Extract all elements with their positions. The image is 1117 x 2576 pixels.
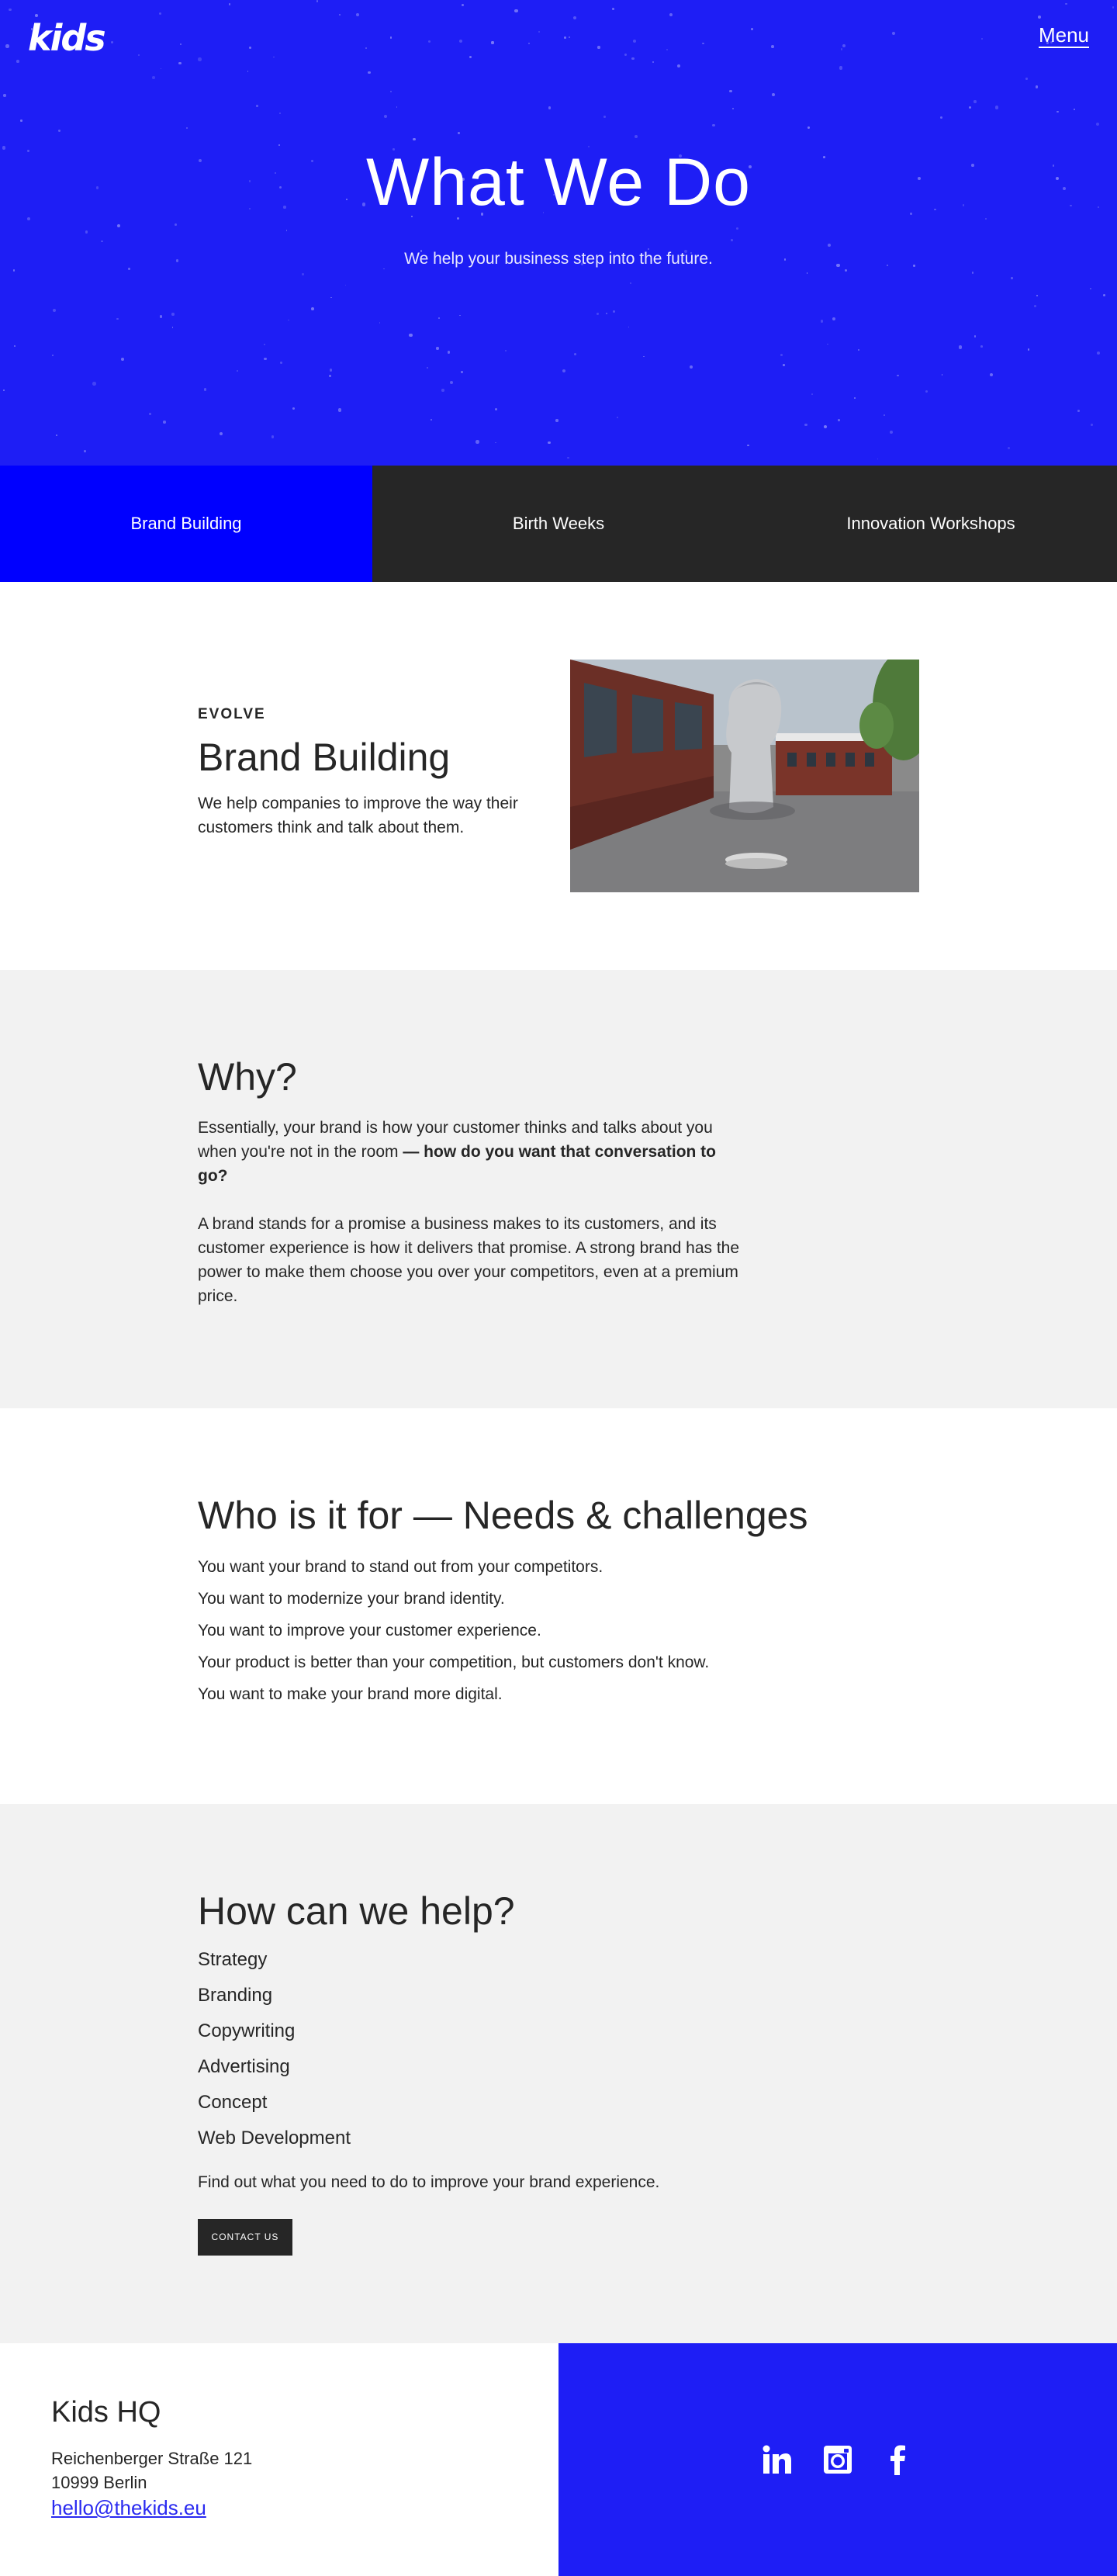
why-heading: Why? [198,1055,297,1099]
star-dot [562,369,565,372]
star-dot [186,127,188,129]
star-dot [538,31,540,33]
intro-section [0,582,1117,970]
star-dot [643,356,645,358]
star-dot [175,223,177,226]
star-dot [476,440,479,443]
who-heading: Who is it for — Needs & challenges [198,1494,808,1537]
star-dot [52,355,54,356]
star-dot [117,224,120,227]
star-dot [631,57,634,60]
star-dot [264,358,266,360]
list-item: Your product is better than your competition, but customers don't know. [198,1653,710,1671]
star-dot [428,40,431,43]
star-dot [316,0,319,2]
footer-address [51,2396,252,2520]
star-dot [53,309,56,312]
why-paragraph-2: A brand stands for a promise a business makes to its customers, and its customer experience is how it delivers that promise. A strong brand has the power to make them choose you over your competitors, even at a premium price. [198,1215,740,1305]
star-dot [1112,6,1114,8]
star-dot [3,94,6,97]
star-dot [56,435,57,436]
star-dot [712,124,715,127]
star-dot [736,227,738,230]
footer [0,2343,1117,2576]
who-content [198,1492,896,1710]
star-dot [9,9,11,11]
intro-heading: Brand Building [198,736,451,779]
why-paragraph-1-text: Essentially, your brand is how your customer thinks and talks about you when you're not in the room [198,1119,713,1161]
star-dot [427,367,428,369]
email-link[interactable]: hello@thekids.eu [51,2496,206,2519]
intro-eyebrow: EVOLVE [198,706,266,722]
star-dot [974,335,977,338]
star-dot [877,459,879,460]
star-dot [1097,351,1100,355]
star-dot [1091,424,1093,426]
star-dot [229,3,230,5]
star-dot [972,272,974,274]
star-dot [828,244,831,247]
star-dot [780,354,783,356]
hero-subtitle: We help your business step into the future. [404,250,713,268]
list-item: You want to improve your customer experience. [198,1622,541,1639]
star-dot [897,375,898,376]
star-dot [824,425,827,428]
star-dot [567,457,569,459]
star-dot [613,310,615,313]
star-dot [603,116,606,118]
why-paragraph-1-emphasis: — how do you want that conversation to go? [198,1143,717,1185]
star-dot [16,60,19,63]
address-city: 10999 Berlin [51,2473,147,2492]
list-item: Strategy [198,1949,268,1970]
star-dot [942,374,943,376]
star-dot [1077,410,1080,412]
star-dot [13,269,16,272]
star-dot [161,68,162,70]
star-dot [237,370,238,372]
statue-courtyard-image [570,660,919,892]
star-dot [92,382,95,385]
star-dot [279,113,282,115]
star-dot [564,36,566,39]
page-title: What We Do [366,145,751,220]
list-item: Advertising [198,2056,290,2077]
star-dot [441,389,444,391]
star-dot [652,61,654,63]
star-dot [635,135,638,138]
star-dot [438,317,440,319]
hero-section [0,0,1117,466]
service-tabs [0,466,1117,582]
star-dot [573,16,576,19]
star-dot [729,90,731,92]
star-dot [940,116,942,119]
star-dot [273,57,275,58]
footer-address-panel [0,2343,558,2576]
star-dot [111,41,113,43]
star-dot [751,28,754,31]
list-item: You want to make your brand more digital. [198,1685,503,1703]
star-dot [597,46,600,49]
social-links-panel [558,2343,1117,2576]
linkedin-icon[interactable] [762,2444,793,2475]
list-item: Web Development [198,2128,351,2148]
star-dot [138,54,140,56]
star-dot [84,450,86,452]
star-dot [14,345,16,347]
star-dot [149,413,151,415]
star-dot [345,285,347,286]
tab-birth-weeks[interactable]: Birth Weeks [372,466,745,582]
star-dot [505,350,507,351]
star-dot [925,390,928,393]
star-dot [1056,111,1058,113]
star-dot [1096,123,1099,126]
star-dot [838,419,840,421]
star-dot [690,365,693,369]
star-dot [574,353,576,355]
star-dot [832,317,835,320]
star-dot [1090,288,1091,289]
star-dot [548,441,551,445]
star-dot [436,347,438,349]
star-dot [163,421,165,423]
star-dot [702,43,704,45]
intro-text [198,706,555,840]
star-dot [1065,3,1067,5]
contact-us-button[interactable]: CONTACT US [198,2219,292,2256]
needs-list [198,1551,896,1710]
star-dot [302,273,304,275]
star-dot [981,38,983,40]
star-dot [116,318,119,320]
star-dot [330,369,333,372]
list-item: You want to modernize your brand identity. [198,1590,505,1608]
star-dot [338,408,341,411]
star-dot [1036,295,1038,296]
star-dot [555,419,558,421]
star-dot [384,115,387,118]
star-dot [973,100,976,102]
star-dot [121,358,124,361]
star-dot [1038,16,1041,19]
star-dot [159,12,161,15]
star-dot [450,381,453,384]
star-dot [827,344,828,345]
star-dot [669,13,673,16]
help-section [0,1804,1117,2343]
star-dot [178,62,182,65]
star-dot [286,230,288,231]
star-dot [841,48,842,50]
star-dot [152,76,155,79]
star-dot [633,40,636,43]
star-dot [731,239,733,241]
star-dot [990,373,993,376]
star-dot [811,393,813,395]
star-dot [491,41,493,43]
star-dot [180,43,182,45]
help-content [198,1888,896,2256]
star-dot [807,272,808,274]
star-dot [892,32,895,35]
footer-title: Kids HQ [51,2396,161,2429]
star-dot [58,130,61,132]
star-dot [569,36,570,38]
star-dot [101,241,103,243]
tab-innovation-workshops[interactable]: Innovation Workshops [745,466,1117,582]
star-dot [495,408,497,410]
help-footer-text: Find out what you need to do to improve your brand experience. [198,2173,660,2191]
star-dot [160,315,162,317]
star-dot [959,345,962,348]
star-dot [548,106,552,109]
footer-address-lines [51,2446,252,2495]
star-dot [1008,447,1010,449]
star-dot [311,307,314,310]
list-item: You want your brand to stand out from your competitors. [198,1558,603,1576]
star-dot [271,435,275,438]
star-dot [461,371,463,373]
star-dot [365,47,367,49]
star-dot [198,57,201,61]
star-dot [612,8,614,10]
star-dot [995,106,998,109]
star-dot [390,36,393,39]
star-dot [528,43,530,44]
star-dot [1074,109,1075,110]
star-dot [597,313,599,315]
star-dot [448,351,450,353]
intro-body: We help companies to improve the way their customers think and talk about them. [198,795,518,836]
star-dot [624,54,627,56]
star-dot [845,269,847,272]
star-dot [396,106,398,108]
star-dot [628,327,630,328]
star-background [0,0,1117,466]
star-dot [732,108,734,109]
star-dot [220,432,223,435]
star-dot [5,44,9,47]
list-item: Branding [198,1985,273,2006]
star-dot [890,431,893,434]
list-item: Copywriting [198,2020,296,2041]
star-dot [884,414,885,416]
star-dot [1036,85,1039,88]
star-dot [677,64,680,68]
star-dot [409,334,412,337]
star-dot [969,106,971,109]
star-dot [413,138,415,140]
who-section [0,1408,1117,1804]
star-dot [839,66,842,69]
address-street: Reichenberger Straße 121 [51,2449,253,2468]
star-dot [292,407,295,410]
why-content [198,1054,741,1308]
star-dot [330,297,332,299]
star-dot [264,344,265,345]
star-dot [172,327,174,328]
star-dot [821,320,824,323]
star-dot [3,390,5,391]
services-list [198,1942,896,2156]
star-dot [249,47,251,49]
star-dot [514,9,517,12]
star-dot [1011,277,1012,279]
why-section [0,970,1117,1408]
instagram-icon[interactable] [822,2444,853,2475]
star-dot [666,49,668,50]
list-item: Concept [198,2092,268,2113]
menu-link[interactable]: Menu [1038,23,1089,47]
star-dot [20,119,22,122]
star-dot [329,375,331,377]
star-dot [356,13,359,16]
star-dot [280,362,282,364]
star-dot [247,71,249,72]
star-dot [459,40,462,43]
star-dot [459,315,461,317]
star-dot [171,313,174,315]
star-dot [368,71,370,74]
star-dot [204,388,206,390]
star-dot [807,126,810,129]
star-dot [379,322,381,324]
star-dot [617,417,619,419]
star-dot [858,349,859,351]
tab-brand-building[interactable]: Brand Building [0,466,372,582]
star-dot [980,345,983,348]
star-dot [747,445,749,447]
star-dot [1103,294,1105,296]
help-heading: How can we help? [198,1889,515,1933]
star-dot [606,313,607,314]
star-dot [256,105,258,107]
star-dot [288,320,289,321]
star-dot [771,45,774,48]
star-dot [339,14,341,16]
star-dot [462,4,464,6]
facebook-icon[interactable] [883,2444,914,2475]
star-dot [469,56,472,58]
star-dot [630,282,631,284]
star-dot [854,397,856,399]
star-dot [772,93,775,96]
star-dot [495,442,496,444]
logo[interactable]: kids [28,17,105,59]
star-dot [458,132,460,134]
star-dot [390,91,392,92]
star-dot [783,364,785,366]
star-dot [1034,305,1036,307]
star-dot [1028,348,1030,351]
star-dot [804,424,807,427]
star-dot [1025,78,1028,80]
star-dot [85,230,88,233]
star-dot [431,419,432,421]
star-dot [842,44,846,47]
why-paragraph-1 [198,1116,741,1188]
